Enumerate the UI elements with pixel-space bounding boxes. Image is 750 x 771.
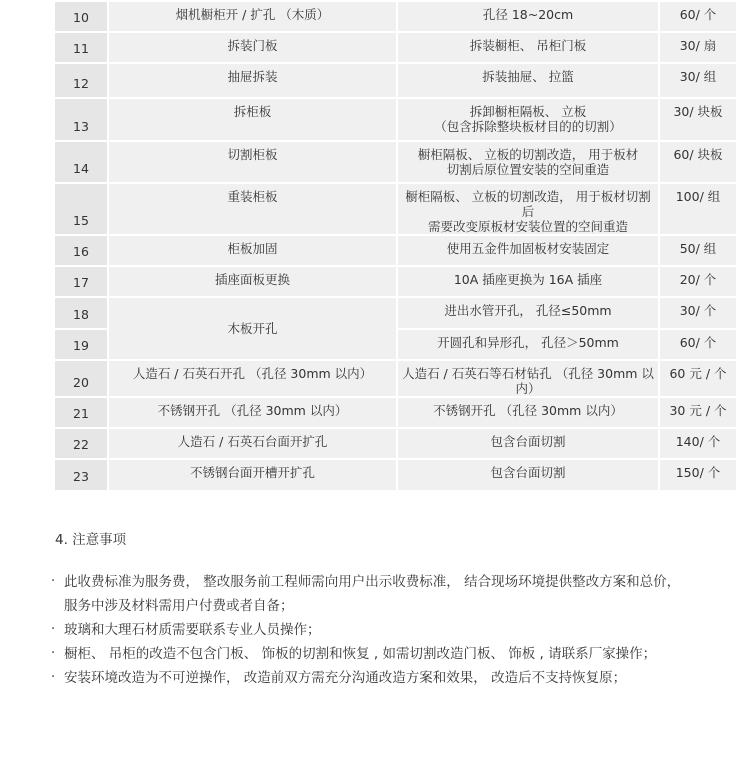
item-name: 不锈钢台面开槽开扩孔 [109,460,396,490]
row-number: 15 [55,184,107,234]
row-number: 14 [55,142,107,182]
item-description: 不锈钢开孔 （孔径 30mm 以内） [398,398,658,427]
bullet-icon: · [51,646,56,661]
item-price: 30 元 / 个 [660,398,736,427]
row-number: 20 [55,361,107,396]
row-number: 10 [55,2,107,31]
description-line: 需要改变原板材安装位置的空间重造 [427,219,628,234]
item-name: 拆装门板 [109,33,396,62]
row-number: 12 [55,64,107,97]
item-price: 60/ 块板 [660,142,736,182]
item-price: 60 元 / 个 [660,361,736,396]
item-name: 木板开孔 [109,298,396,359]
item-price: 30/ 扇 [660,33,736,62]
item-description: 包含台面切割 [398,429,658,458]
item-price: 100/ 组 [660,184,736,234]
item-name: 柜板加固 [109,236,396,265]
notes-title: 4. 注意事项 [55,532,127,548]
item-name: 抽屉拆装 [109,64,396,97]
table-row [55,429,736,458]
item-price: 30/ 组 [660,64,736,97]
row-number: 16 [55,236,107,265]
item-price: 60/ 个 [660,2,736,31]
bullet-icon: · [51,574,56,589]
note-item [51,618,725,642]
item-price: 30/ 个 [660,298,736,328]
table-row [55,142,736,182]
table-row [55,184,736,234]
note-line: 此收费标准为服务费， 整改服务前工程师需向用户出示收费标准， 结合现场环境提供整改方案和总价， [64,574,681,590]
bullet-icon: · [51,670,56,685]
table-row [55,460,736,490]
item-description [398,99,658,140]
notes-section [51,528,725,690]
item-description: 进出水管开孔， 孔径≤50mm [398,298,658,328]
table-row [55,267,736,296]
item-name: 拆柜板 [109,99,396,140]
row-number: 19 [55,330,107,359]
item-name: 人造石 / 石英石开孔 （孔径 30mm 以内） [109,361,396,396]
bullet-icon: · [51,622,56,637]
description-line: 橱柜隔板、 立板的切割改造， 用于板材切割后 [405,189,651,219]
item-price: 50/ 组 [660,236,736,265]
item-price: 60/ 个 [660,330,736,359]
table-row [55,298,736,328]
description-line: 橱柜隔板、 立板的切割改造， 用于板材 [417,147,639,162]
item-price: 140/ 个 [660,429,736,458]
note-line: 玻璃和大理石材质需要联系专业人员操作； [64,622,321,638]
note-line: 橱柜、 吊柜的改造不包含门板、 饰板的切割和恢复 , 如需切割改造门板、 饰板 , 请联系厂家操作； [64,646,657,662]
row-number: 13 [55,99,107,140]
item-name: 不锈钢开孔 （孔径 30mm 以内） [109,398,396,427]
item-description: 拆装抽屉、 拉篮 [398,64,658,97]
item-description: 使用五金件加固板材安装固定 [398,236,658,265]
item-description: 孔径 18~20cm [398,2,658,31]
item-name: 人造石 / 石英石台面开扩孔 [109,429,396,458]
item-description: 开圆孔和异形孔， 孔径＞50mm [398,330,658,359]
item-name: 切割柜板 [109,142,396,182]
item-description: 拆装橱柜、 吊柜门板 [398,33,658,62]
item-description: 包含台面切割 [398,460,658,490]
note-item [51,570,725,618]
table-row [55,33,736,62]
item-name: 重装柜板 [109,184,396,234]
table-row [55,398,736,427]
table-row [55,99,736,140]
item-name: 烟机橱柜开 / 扩孔 （木质） [109,2,396,31]
item-price: 20/ 个 [660,267,736,296]
note-line: 服务中涉及材料需用户付费或者自备； [64,598,294,614]
item-price: 30/ 块板 [660,99,736,140]
row-number: 17 [55,267,107,296]
table-row [55,2,736,31]
row-number: 11 [55,33,107,62]
note-item [51,666,725,690]
table-row [55,64,736,97]
table-row [55,236,736,265]
item-price: 150/ 个 [660,460,736,490]
description-line: （包含拆除整块板材目的的切割） [434,119,622,134]
service-fee-table [53,0,738,492]
item-name: 插座面板更换 [109,267,396,296]
row-number: 21 [55,398,107,427]
row-number: 23 [55,460,107,490]
table-row [55,361,736,396]
item-description: 10A 插座更换为 16A 插座 [398,267,658,296]
item-description: 人造石 / 石英石等石材钻孔 （孔径 30mm 以内） [398,361,658,396]
note-line: 安装环境改造为不可逆操作， 改造前双方需充分沟通改造方案和效果， 改造后不支持恢复原； [64,670,627,686]
row-number: 18 [55,298,107,328]
description-line: 拆卸橱柜隔板、 立板 [469,104,587,119]
item-description [398,142,658,182]
row-number: 22 [55,429,107,458]
note-item [51,642,725,666]
description-line: 切割后原位置安装的空间重造 [446,162,610,177]
item-description [398,184,658,234]
